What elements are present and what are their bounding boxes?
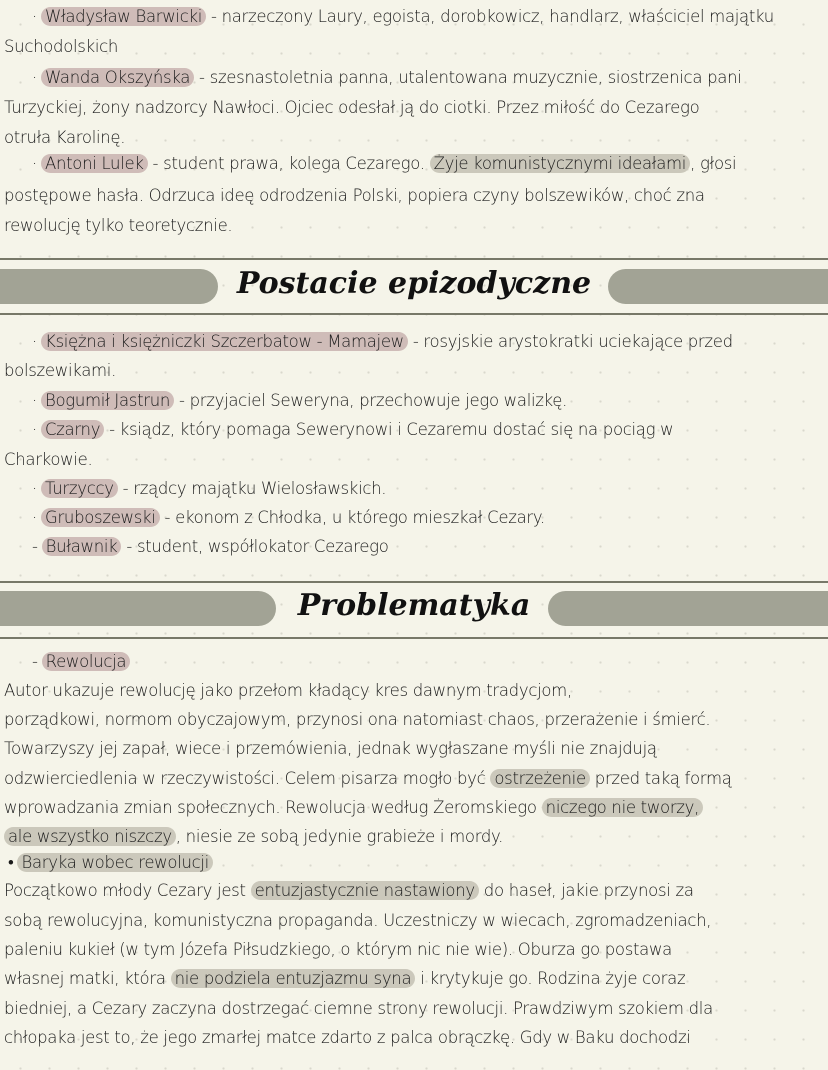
paragraph-line: porządkowi, normom obyczajowym, przynosi ona natomiast chaos, przerażenie i śmierć. [4,710,711,729]
character-desc: - przyjaciel Seweryna, przechowuje jego walizkę. [174,391,568,410]
character-desc-cont: rewolucję tylko teoretycznie. [4,216,233,235]
character-desc: - rządcy majątku Wielosławskich. [117,479,387,498]
bullet-icon: · [32,332,37,351]
paragraph-text: Początkowo młody Cezary jest [4,881,251,900]
character-name: Buławnik [42,537,122,556]
character-name: Księżna i księżniczki Szczerbatow - Mamajew [41,332,408,351]
paragraph-text: odzwierciedlenia w rzeczywistości. Celem pisarza mogło być [4,769,491,788]
highlighted-phrase: nie podziela entuzjazmu syna [171,969,416,988]
bullet-icon: · [32,154,37,173]
character-name: Turzyccy [41,479,118,498]
paragraph-line: paleniu kukieł (w tym Józefa Piłsudzkiego, o którym nic nie wie). Oburza go postawa [4,940,672,959]
bullet-dot-icon: • [8,853,14,872]
character-desc: - student prawa, kolega Cezarego. [147,154,430,173]
highlighted-phrase: entuzjastycznie nastawiony [251,881,479,900]
paragraph-text: wprowadzania zmian społecznych. Rewolucja według Żeromskiego [4,798,542,817]
paragraph-text: i krytykuje go. Rodzina żyje coraz [415,969,686,988]
banner-rule-top [0,581,828,583]
paragraph-line: Towarzyszy jej zapał, wiece i przemówienia, jednak wygłaszane myśli nie znajdują [4,739,657,758]
highlighted-phrase: ale wszystko niszczy [4,827,176,846]
bullet-icon: - [32,537,38,556]
character-desc-cont: Charkowie. [4,450,93,469]
character-desc: - ksiądz, który pomaga Sewerynowi i Cezaremu dostać się na pociąg w [104,420,674,439]
paragraph-line: Autor ukazuje rewolucję jako przełom kładący kres dawnym tradycjom, [4,681,572,700]
bullet-icon: · [32,391,37,410]
highlighted-phrase: niczego nie tworzy, [542,798,703,817]
bullet-icon: - [32,652,38,671]
character-name: Władysław Barwicki [41,7,206,26]
character-name: Wanda Okszyńska [41,68,194,87]
bullet-icon: · [32,508,37,527]
character-desc: - rosyjskie arystokratki uciekające przed [407,332,733,351]
character-desc: - szesnastoletnia panna, utalentowana muzycznie, siostrzenica pani [194,68,742,87]
paragraph-text: własnej matki, która [4,969,171,988]
character-desc: - student, współlokator Cezarego [121,537,389,556]
section-title: Problematyka [297,588,531,623]
banner-rule-top [0,258,828,260]
character-desc: - ekonom z Chłodka, u którego mieszkał Cezary. [159,508,545,527]
character-desc: , głosi [690,154,737,173]
bullet-icon: · [32,7,37,26]
bullet-icon: · [32,68,37,87]
topic-heading: Baryka wobec rewolucji [17,853,212,872]
banner-rule-bottom [0,637,828,639]
character-desc-cont: Suchodolskich [4,37,119,56]
character-name: Czarny [41,420,104,439]
paragraph-line: sobą rewolucyjna, komunistyczna propaganda. Uczestniczy w wiecach, zgromadzeniach, [4,911,712,930]
bullet-icon: · [32,420,37,439]
character-name: Antoni Lulek [41,154,148,173]
paragraph-line: biedniej, a Cezary zaczyna dostrzegać ciemne strony rewolucji. Prawdziwym szokiem dla [4,999,713,1018]
banner-rule-bottom [0,313,828,315]
highlighted-phrase: ostrzeżenie [490,769,589,788]
character-desc-cont: otruła Karolinę. [4,128,126,147]
highlighted-phrase: Żyje komunistycznymi ideałami [430,154,690,173]
character-desc-cont: postępowe hasła. Odrzuca ideę odrodzenia Polski, popiera czyny bolszewików, choć zna [4,186,705,205]
topic-heading: Rewolucja [42,652,131,671]
character-desc: - narzeczony Laury, egoista, dorobkowicz, handlarz, właściciel majątku [206,7,774,26]
section-title: Postacie epizodyczne [236,266,592,301]
character-name: Bogumił Jastrun [41,391,174,410]
paragraph-text: do haseł, jakie przynosi za [478,881,694,900]
character-desc-cont: bolszewikami. [4,361,117,380]
paragraph-line: chłopaka jest to, że jego zmarłej matce zdarto z palca obrączkę. Gdy w Baku dochodzi [4,1028,691,1047]
character-desc-cont: Turzyckiej, żony nadzorcy Nawłoci. Ojciec odesłał ją do ciotki. Przez miłość do Cezarego [4,98,700,117]
character-name: Gruboszewski [41,508,160,527]
paragraph-text: przed taką formą [589,769,732,788]
paragraph-text: , niesie ze sobą jedynie grabieże i mordy. [175,827,504,846]
bullet-icon: · [32,479,37,498]
